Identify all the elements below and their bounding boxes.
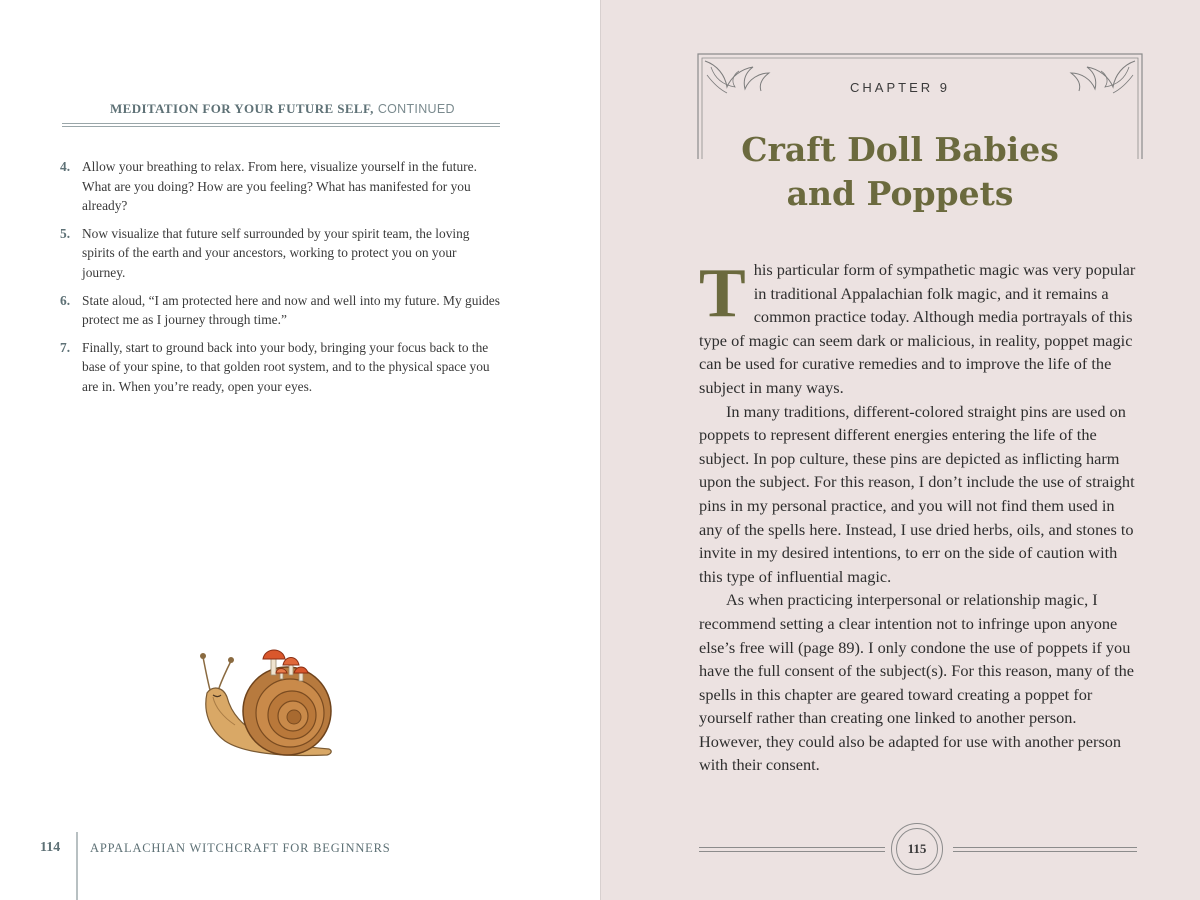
step-item bbox=[60, 338, 500, 397]
head-rule-top bbox=[62, 123, 500, 124]
chapter-label: CHAPTER 9 bbox=[850, 80, 950, 95]
chapter-title-line: and Poppets bbox=[786, 174, 1014, 213]
footer-rule-right-2 bbox=[953, 851, 1137, 852]
footer-divider bbox=[76, 832, 78, 900]
step-item bbox=[60, 157, 500, 216]
snail-illustration bbox=[195, 633, 337, 765]
step-text: Allow your breathing to relax. From here, visualize yourself in the future. What are you doing? How are you feeling? What has manifested for you already? bbox=[82, 159, 477, 214]
page-number-right: 115 bbox=[907, 841, 927, 856]
paragraph: As when practicing interpersonal or relationship magic, I recommend setting a clear intention not to infringe upon anyone else’s free will (page 89). I only condone the use of poppets if you have the full consent of the subject(s). For this reason, many of the spells in this chapter are geared toward creating a poppet for yourself rather than creating one linked to another person. However, they could also be adapted for use with another person with their consent. bbox=[699, 590, 1134, 775]
running-head-continued: CONTINUED bbox=[377, 102, 455, 116]
step-number: 7. bbox=[60, 339, 71, 355]
step-number: 4. bbox=[60, 159, 71, 174]
footer-rule-left-2 bbox=[699, 851, 885, 852]
page-number-left: 114 bbox=[40, 840, 61, 855]
step-item bbox=[60, 224, 500, 283]
footer-rule-left bbox=[699, 847, 885, 848]
step-text: Now visualize that future self surrounded by your spirit team, the loving spirits of the earth and your ancestors, working to protect you on your journey. bbox=[82, 225, 470, 280]
paragraph-text: his particular form of sympathetic magic was very popular in traditional Appalachian folk magic, and it remains a common practice today. Although media portrayals of this type of magic can seem dark or malicious, in reality, poppet magic can be used for curative remedies and to improve the life of the subject in many ways. bbox=[699, 260, 1136, 397]
meditation-steps bbox=[60, 157, 500, 405]
step-item bbox=[60, 291, 500, 330]
footer-rule-right bbox=[953, 847, 1137, 848]
book-title-footer: APPALACHIAN WITCHCRAFT FOR BEGINNERS bbox=[90, 841, 391, 855]
chapter-title bbox=[600, 128, 1200, 216]
chapter-body bbox=[699, 255, 1139, 777]
running-head-title: MEDITATION FOR YOUR FUTURE SELF, bbox=[110, 101, 374, 116]
paragraph bbox=[699, 255, 1139, 400]
running-head bbox=[110, 101, 455, 117]
right-page bbox=[600, 0, 1200, 900]
step-text: State aloud, “I am protected here and now and well into my future. My guides protect me as I journey through time.” bbox=[82, 292, 500, 328]
step-number: 6. bbox=[60, 292, 71, 308]
paragraph: In many traditions, different-colored straight pins are used on poppets to represent different energies entering the life of the subject. In pop culture, these pins are depicted as inflicting harm upon the subject. For this reason, I don’t include the use of straight pins in my personal practice, and you will not find them used in any of the spells here. Instead, I use dried herbs, oils, and stones to invite in my desired intentions, to err on the side of caution with this type of influential magic. bbox=[699, 401, 1135, 586]
step-number: 5. bbox=[60, 225, 71, 241]
drop-cap: T bbox=[699, 255, 746, 332]
step-text: Finally, start to ground back into your body, bringing your focus back to the base of your spine, to that golden root system, and to the physical space you are in. When you’re ready, open your eyes. bbox=[82, 339, 490, 394]
chapter-title-line: Craft Doll Babies bbox=[741, 130, 1059, 169]
head-rule-bottom bbox=[62, 126, 500, 127]
